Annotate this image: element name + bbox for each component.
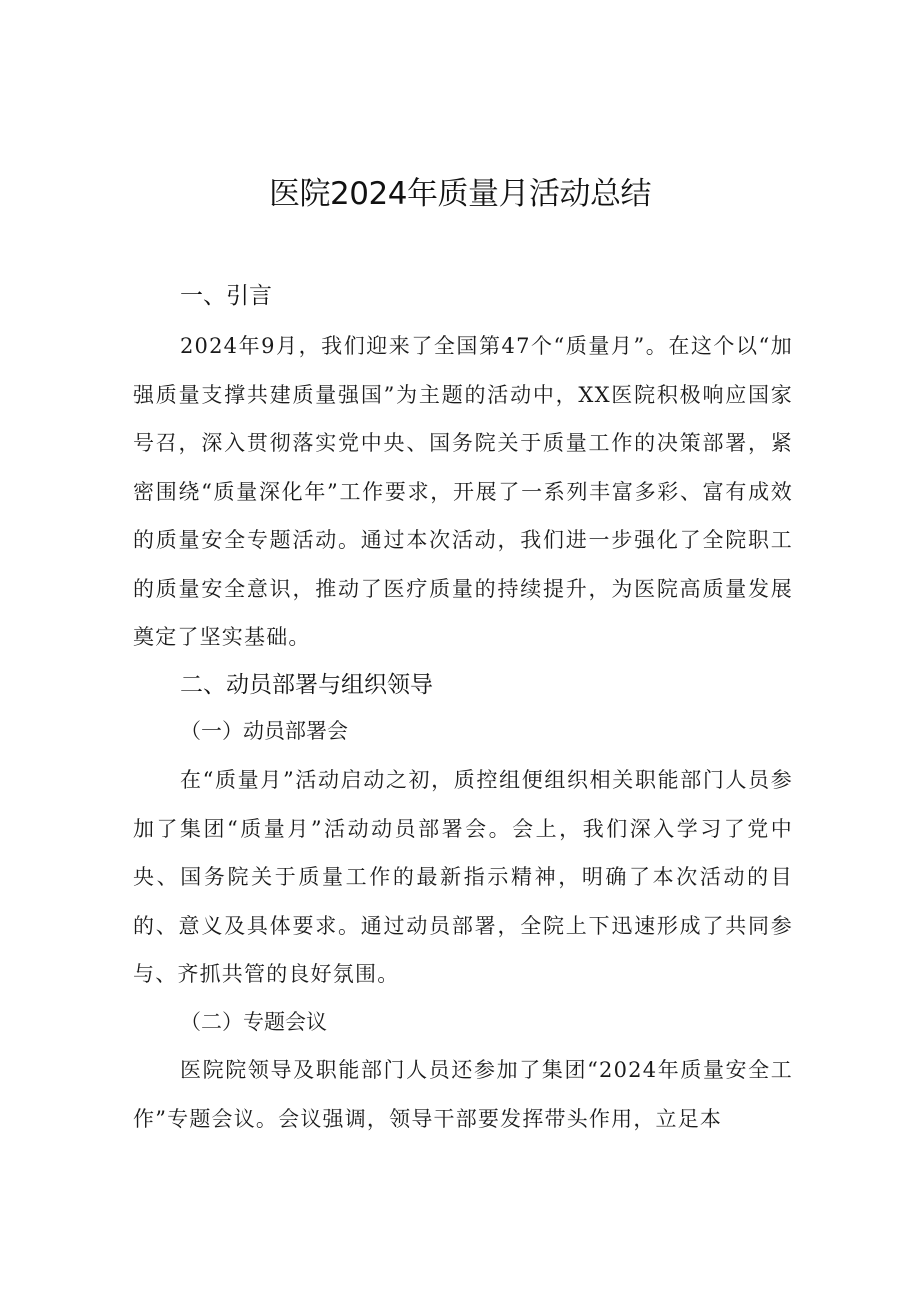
- special-meeting-paragraph: 医院院领导及职能部门人员还参加了集团“2024年质量安全工作”专题会议。会议强调，领导干部要发挥带头作用，立足本: [133, 1058, 793, 1131]
- section-heading-mobilization: 二、动员部署与组织领导: [180, 672, 433, 698]
- subsection-heading-mobilization-meeting: （一）动员部署会: [180, 719, 348, 743]
- special-meeting-body: [133, 1046, 793, 1143]
- mobilization-meeting-paragraph: 在“质量月”活动启动之初，质控组便组织相关职能部门人员参加了集团“质量月”活动动员部署会。会上，我们深入学习了党中央、国务院关于质量工作的最新指示精神，明确了本次活动的目的、意义及具体要求。通过动员部署，全院上下迅速形成了共同参与、齐抓共管的良好氛围。: [133, 768, 793, 986]
- introduction-body: [133, 322, 793, 662]
- section-heading-introduction: 一、引言: [180, 283, 272, 309]
- mobilization-meeting-body: [133, 756, 793, 999]
- document-title: 医院2024年质量月活动总结: [269, 176, 651, 212]
- subsection-heading-special-meeting: （二）专题会议: [180, 1010, 327, 1034]
- introduction-paragraph: 2024年9月，我们迎来了全国第47个“质量月”。在这个以“加强质量支撑共建质量强国”为主题的活动中，XX医院积极响应国家号召，深入贯彻落实党中央、国务院关于质量工作的决策部署，紧密围绕“质量深化年”工作要求，开展了一系列丰富多彩、富有成效的质量安全专题活动。通过本次活动，我们进一步强化了全院职工的质量安全意识，推动了医疗质量的持续提升，为医院高质量发展奠定了坚实基础。: [133, 334, 793, 649]
